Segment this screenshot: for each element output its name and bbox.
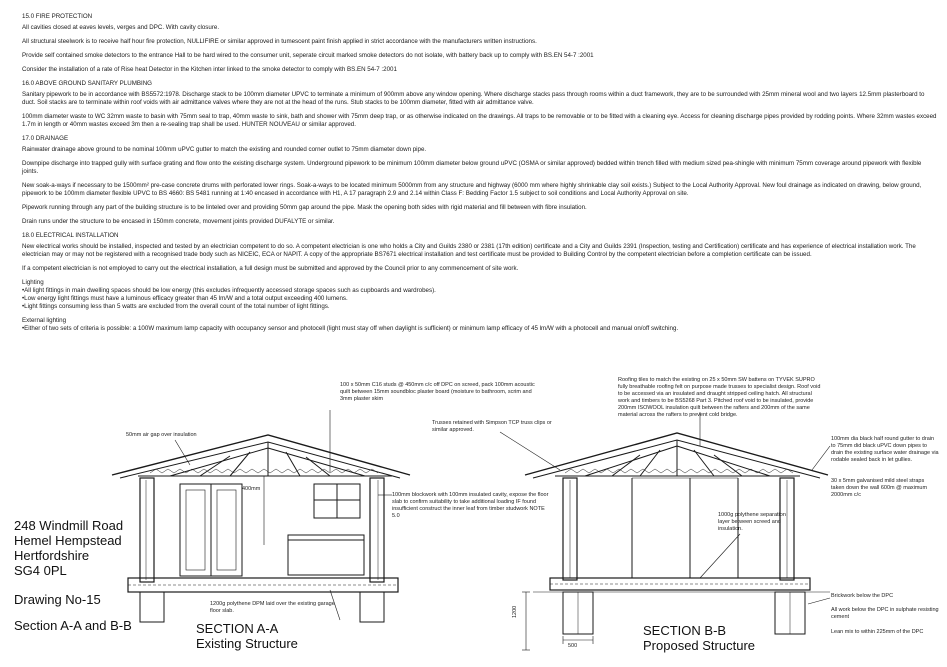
trusses-note: Trusses retained with Simpson TCP truss clips or similar approved. [432, 420, 552, 433]
air-gap-note: 50mm air gap over insulation [126, 432, 197, 438]
external-lighting-item: •Either of two sets of criteria is possible: a 100W maximum lamp capacity with occupancy sensor and photocell (light must stay off when daylight is sufficient) or minimum lamp efficacy of 45 lm/W with a photocell and manual on/off switching. [22, 325, 679, 332]
spec-paragraph: Consider the installation of a rate of Rise heat Detector in the Kitchen inter linked to the smoke detector to comply with BS.EN 54-7 :2001 [22, 66, 397, 73]
spec-paragraph: Downpipe discharge into trapped gully with surface grating and flow onto the existing discharge system. Underground pipework to be minimum 100mm diameter below ground uPVC (OSMA or similar approved) bedded within trench filled with medium sized pea-shingle with minimum 75mm coverage around pipework with flexible joints. [22, 160, 922, 175]
section-heading: 17.0 DRAINAGE [22, 135, 69, 142]
section-bb-heading: SECTION B-B [643, 623, 727, 638]
section-heading: 18.0 ELECTRICAL INSTALLATION [22, 232, 119, 239]
spec-paragraph: Pipework running through any part of the building structure is to be linteled over and providing 50mm gap around the pipe. Mask the opening both sides with rigid material and fill between with fibre insulation. [22, 204, 587, 211]
section-heading: 15.0 FIRE PROTECTION [22, 13, 93, 20]
spec-paragraph: New soak-a-ways if necessary to be 1500mm² pre-case concrete drums with perforated lower rings. Soak-a-ways to be located minimum 5000mm from any structure and highway (6000 mm where highly shrinkable clay soil exists.) Subject to the Local Authority Approval. New foul drainage as indicated on drawing, below ground, pipework to be 100mm diameter flexible UPVC to BS 4660: BS 5481 running at 1:40 encased in accordance with H1, A 17 paragraph 2.9 and 2.14 within Class F: Bedding Factor 1.5 subject to soil conditions and Local Authority Approval on site. [22, 182, 922, 197]
lighting-title: Lighting [22, 279, 44, 286]
spec-paragraph: Drain runs under the structure to be encased in 150mm concrete, movement joints provided DUFALYTE or similar. [22, 218, 335, 225]
width-dimension-label: 500 [568, 643, 578, 649]
polythene-note: 1000g polythene separation layer between screed and insulation. [718, 512, 786, 532]
dpm-note: 1200g polythene DPM laid over the existing garage floor slab. [210, 601, 335, 614]
roof-note: Roofing tiles to match the existing on 25 x 50mm SW battens on TYVEK SUPRO fully breathable roofing felt on purpose made trusses to specialist design. Roof void to be accessed via an insulated and draught stripped ceiling hatch. All structural work and timbers to be BS5268 Part 3. Pitched roof void to be insulated, provide 200mm ISOWOOL insulation quilt between the rafters and 200mm of the same material across the rafters to prevent cold bridge. [618, 377, 821, 418]
gutter-note: 100mm dia black half round gutter to drain to 75mm did black uPVC down pipes to drain the existing surface water drainage via rodable sealed back in let gullies. [831, 436, 939, 463]
section-aa-heading: SECTION A-A [196, 621, 279, 636]
sulphate-note: All work below the DPC in sulphate resisting cement [831, 607, 939, 620]
straps-note: 30 x 5mm galvanised mild steel straps taken down the wall 600m @ maximum 2000mm c/c [831, 478, 928, 498]
leanmix-note: Lean mix to within 225mm of the DPC [831, 629, 924, 635]
spec-paragraph: Rainwater drainage above ground to be nominal 100mm uPVC gutter to match the existing and rounded corner outlet to 75mm diameter down pipe. [22, 146, 427, 153]
studs-note: 100 x 50mm C16 studs @ 450mm c/c off DPC on screed, pack 100mm acoustic quilt between 15mm soundbloc plaster board (moisture to bathroom, scrim and 3mm plaster skim [340, 382, 535, 402]
section-bb-subtitle: Proposed Structure [643, 638, 756, 653]
external-lighting-title: External lighting [22, 317, 67, 324]
section-aa-drawing [112, 410, 410, 622]
height-dimension-label: 1200 [512, 605, 518, 618]
brickwork-note: Brickwork below the DPC [831, 593, 894, 599]
address-line: 248 Windmill Road [14, 518, 124, 533]
lighting-item: •All light fittings in main dwelling spaces should be low energy (this excludes infrequently accessed storage spaces such as cupboards and wardrobes). [22, 287, 436, 294]
height-dimension-label: 400mm [242, 486, 261, 492]
drawing-number: Drawing No-15 [14, 592, 101, 607]
address-line: Hertfordshire [14, 548, 90, 563]
lighting-item: •Low energy light fittings must have a luminous efficacy greater than 45 lm/W and a total output exceeding 400 lumens. [22, 295, 348, 302]
spec-paragraph: Provide self contained smoke detectors to the entrance Hall to be hard wired to the consumer unit, seperate circuit marked smoke detectors do not isolate, with battery back up to comply with BS.EN 54-7 :2001 [22, 52, 594, 59]
site-address [14, 518, 123, 578]
section-heading: 16.0 ABOVE GROUND SANITARY PLUMBING [22, 80, 152, 87]
spec-paragraph: 100mm diameter waste to WC 32mm waste to basin with 75mm seal to trap, 40mm waste to sink, bath and shower with 75mm deep trap, or as otherwise indicated on the drawings. All traps to be removable or to be fitted with a cleaning eye. Access for cleaning discharge pipes provided by rodding points. Where 32mm wastes exceed 1.7m in length or 40mm wastes exceed 3m then a re-sealing trap shall be used. HUNTER NOUVEAU or similar approved. [22, 113, 937, 128]
spec-paragraph: Sanitary pipework to be in accordance with BS5572:1978. Discharge stack to be 100mm diameter UPVC to terminate a minimum of 900mm above any window opening. Where discharge stacks pass through rooms within a duct framework, they are to be surrounded with 25mm mineral wool and two layers 12.5mm plasterboard to duct. Soil stacks are to terminate within roof voids with air admittance valves where they are not at the head of the runs. Stub stacks to be 100mm diameter, fitted with air admittance valve. [22, 91, 925, 106]
spec-paragraph: If a competent electrician is not employed to carry out the electrical installation, a full design must be submitted and approved by the Council prior to any commencement of site work. [22, 265, 519, 272]
spec-paragraph: All cavities closed at eaves levels, verges and DPC. With cavity closure. [22, 24, 220, 31]
drawing-sections: Section A-A and B-B [14, 618, 132, 633]
address-line: SG4 0PL [14, 563, 67, 578]
section-bb-title [643, 623, 755, 653]
lighting-item: •Light fittings consuming less than 5 watts are excluded from the overall count of the total number of light fittings. [22, 303, 330, 310]
spec-paragraph: All structural steelwork is to receive half hour fire protection, NULLIFIRE or similar approved in tumescent paint finish applied in strict accordance with the manufacturers written instructions. [22, 38, 537, 45]
section-aa-subtitle: Existing Structure [196, 636, 298, 651]
address-line: Hemel Hempstead [14, 533, 122, 548]
spec-paragraph: New electrical works should be installed, inspected and tested by an electrician competent to do so. A competent electrician is one who holds a City and Guilds 2380 or 2381 (17th edition) certificate and a City and Guilds 2391 (Inspection, testing and Certification) certificate and has experience of electrical installation work. The electrician may or may not be registered with a recognised trade body such as NICEIC, ECA or NAPIT. A copy of the appropriate BS7671 electrical installation and test certificate must be provided to Building Control by the competent electrician before a completion certificate can be issued. [22, 243, 916, 258]
section-aa-title [196, 621, 298, 651]
blockwork-note: 100mm blockwork with 100mm insulated cavity, expose the floor slab to confirm suitability to take additional loading IF found insufficient construct the inner leaf from timber studwork NOTE 5.0 [392, 492, 549, 519]
